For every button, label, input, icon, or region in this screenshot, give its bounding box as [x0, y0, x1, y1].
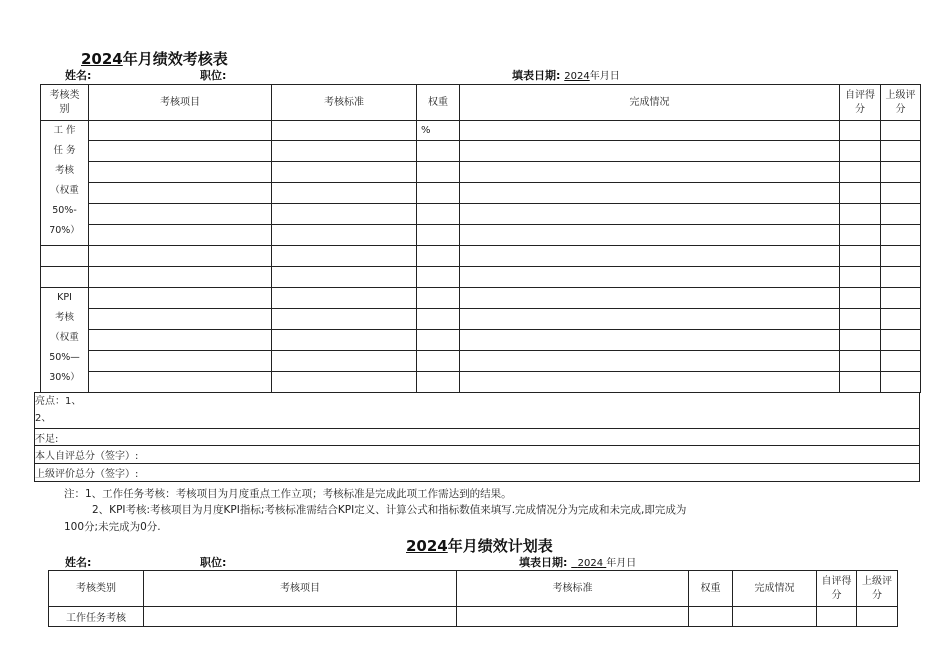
- cell-sup-score[interactable]: [857, 607, 898, 627]
- cell-completion[interactable]: [460, 288, 840, 309]
- form1-date-year: 2024: [564, 71, 590, 82]
- cell-item[interactable]: [89, 288, 272, 309]
- cell-completion[interactable]: [460, 330, 840, 351]
- shortcomings-cell[interactable]: 不足:: [35, 429, 920, 446]
- cell-standard[interactable]: [272, 141, 417, 162]
- cell-sup-score[interactable]: [881, 141, 921, 162]
- form1-header-self-score: 自评得分: [840, 85, 881, 121]
- form1-header-standard: 考核标准: [272, 85, 417, 121]
- cell-sup-score[interactable]: [881, 204, 921, 225]
- cell-completion[interactable]: [460, 204, 840, 225]
- form2-title-year: 2024: [406, 537, 448, 555]
- percent-sign: %: [421, 125, 431, 136]
- self-total-cell[interactable]: 本人自评总分（签字）:: [35, 446, 920, 464]
- cell-sup-score[interactable]: [881, 351, 921, 372]
- cell-self-score[interactable]: [840, 372, 881, 393]
- cell-self-score[interactable]: [840, 225, 881, 246]
- cell-self-score[interactable]: [840, 183, 881, 204]
- cell-sup-score[interactable]: [881, 183, 921, 204]
- cell-standard[interactable]: [272, 267, 417, 288]
- cell-weight[interactable]: [417, 183, 460, 204]
- form2-date-year: [571, 558, 606, 569]
- form1-table: [40, 84, 921, 393]
- cell-completion[interactable]: [460, 225, 840, 246]
- form2-header-weight: 权重: [689, 571, 733, 607]
- cell-completion[interactable]: [460, 372, 840, 393]
- form1-header-completion: 完成情况: [460, 85, 840, 121]
- cell-item[interactable]: [89, 162, 272, 183]
- cell-weight[interactable]: [417, 121, 460, 141]
- form1-date-label: 填表日期:: [512, 69, 561, 82]
- highlights-line-1: 亮点：1、: [35, 396, 82, 407]
- cell-standard[interactable]: [272, 309, 417, 330]
- cell-item[interactable]: [89, 330, 272, 351]
- cell-completion[interactable]: [460, 183, 840, 204]
- form1-header-item: 考核项目: [89, 85, 272, 121]
- cell-item[interactable]: [89, 351, 272, 372]
- form2-row1-category[interactable]: 工作任务考核: [49, 607, 144, 627]
- cell-standard[interactable]: [272, 288, 417, 309]
- form2-date-suffix: 年月日: [606, 558, 637, 569]
- cell-sup-score[interactable]: [881, 267, 921, 288]
- cell-completion[interactable]: [460, 246, 840, 267]
- form1-name-label: 姓名:: [65, 69, 92, 82]
- form2-date: [519, 554, 636, 570]
- cell-standard[interactable]: [272, 121, 417, 141]
- cell-completion[interactable]: [460, 141, 840, 162]
- cell-completion[interactable]: [460, 121, 840, 141]
- cell-item[interactable]: [89, 372, 272, 393]
- cell-sup-score[interactable]: [881, 309, 921, 330]
- cell-standard[interactable]: [272, 330, 417, 351]
- cell-weight[interactable]: [417, 162, 460, 183]
- cell-item[interactable]: [144, 607, 457, 627]
- cell-self-score[interactable]: [840, 141, 881, 162]
- form1-date: [512, 67, 620, 83]
- cell-completion[interactable]: [460, 309, 840, 330]
- cell-weight[interactable]: [417, 372, 460, 393]
- cell-self-score[interactable]: [840, 267, 881, 288]
- cell-sup-score[interactable]: [881, 121, 921, 141]
- cell-weight[interactable]: [689, 607, 733, 627]
- cell-self-score[interactable]: [840, 162, 881, 183]
- cat-work-line: 50%-: [52, 205, 77, 216]
- form1-category-work: [41, 121, 89, 246]
- cell-completion[interactable]: [460, 267, 840, 288]
- form1-header-category: 考核类别: [41, 85, 89, 121]
- form1-title-year: 2024: [81, 50, 123, 68]
- cell-weight[interactable]: [417, 246, 460, 267]
- form2-name-label: 姓名:: [65, 556, 92, 569]
- cell-category[interactable]: [41, 267, 89, 288]
- cell-item[interactable]: [89, 204, 272, 225]
- cell-standard[interactable]: [272, 351, 417, 372]
- cat-work-line: （权重: [50, 185, 79, 196]
- form1-category-kpi: [41, 288, 89, 393]
- cell-self-score[interactable]: [840, 204, 881, 225]
- sup-total-cell[interactable]: 上级评价总分（签字）:: [35, 464, 920, 482]
- cell-sup-score[interactable]: [881, 225, 921, 246]
- cell-standard[interactable]: [272, 225, 417, 246]
- cell-standard[interactable]: [272, 204, 417, 225]
- cell-item[interactable]: [89, 183, 272, 204]
- cat-kpi-line: 50%—: [49, 352, 80, 363]
- cat-kpi-line: KPI: [57, 292, 72, 303]
- cell-weight[interactable]: [417, 267, 460, 288]
- cell-completion[interactable]: [460, 162, 840, 183]
- cell-sup-score[interactable]: [881, 246, 921, 267]
- cat-work-line: 任 务: [53, 145, 76, 156]
- cell-self-score[interactable]: [840, 309, 881, 330]
- cell-item[interactable]: [89, 246, 272, 267]
- cell-self-score[interactable]: [840, 121, 881, 141]
- cell-standard[interactable]: [272, 372, 417, 393]
- cat-work-line: 考核: [54, 165, 74, 176]
- form2-header-completion: 完成情况: [733, 571, 817, 607]
- cell-item[interactable]: [89, 267, 272, 288]
- cell-weight[interactable]: [417, 330, 460, 351]
- cell-self-score[interactable]: [840, 330, 881, 351]
- cell-self-score[interactable]: [817, 607, 857, 627]
- note-2a: 2、KPI考核:考核项目为月度KPI指标;考核标准需结合KPI定义、计算公式和指标数值来填写.完成情况分为完成和未完成,即完成为: [92, 504, 687, 516]
- form1-title-text: 年月绩效考核表: [122, 50, 228, 68]
- form1-summary: [34, 392, 920, 482]
- cell-category[interactable]: [41, 246, 89, 267]
- form2-header-sup-score: 上级评分: [857, 571, 898, 607]
- cell-weight[interactable]: [417, 288, 460, 309]
- note-2b: 100分;未完成为0分.: [64, 521, 161, 533]
- cat-kpi-line: 考核: [54, 312, 74, 323]
- cell-sup-score[interactable]: [881, 330, 921, 351]
- cell-sup-score[interactable]: [881, 162, 921, 183]
- cell-standard[interactable]: [272, 162, 417, 183]
- form1-position-label: 职位:: [200, 69, 227, 82]
- cell-item[interactable]: [89, 141, 272, 162]
- cell-weight[interactable]: [417, 225, 460, 246]
- form2-title-text: 年月绩效计划表: [447, 537, 553, 555]
- form1-header-sup-score: 上级评分: [881, 85, 921, 121]
- cell-self-score[interactable]: [840, 288, 881, 309]
- form2-header-standard: 考核标准: [457, 571, 689, 607]
- form2-header-category: 考核类别: [49, 571, 144, 607]
- cell-weight[interactable]: [417, 309, 460, 330]
- form2-title: [406, 535, 553, 556]
- cell-completion[interactable]: [460, 351, 840, 372]
- cell-sup-score[interactable]: [881, 372, 921, 393]
- cell-standard[interactable]: [457, 607, 689, 627]
- cell-item[interactable]: [89, 121, 272, 141]
- cell-sup-score[interactable]: [881, 288, 921, 309]
- cat-kpi-line: 30%）: [49, 372, 80, 383]
- cat-kpi-line: （权重: [50, 332, 79, 343]
- cell-standard[interactable]: [272, 246, 417, 267]
- cell-self-score[interactable]: [840, 351, 881, 372]
- highlights-line-2: 2、: [35, 413, 52, 424]
- cell-weight[interactable]: [417, 204, 460, 225]
- cell-standard[interactable]: [272, 183, 417, 204]
- form1-header-weight: 权重: [417, 85, 460, 121]
- form2-date-year-value: 2024: [577, 558, 604, 569]
- form2-header-self-score: 自评得分: [817, 571, 857, 607]
- cell-self-score[interactable]: [840, 246, 881, 267]
- form1-title: [81, 48, 228, 69]
- cell-item[interactable]: [89, 225, 272, 246]
- form2-date-label: 填表日期:: [519, 556, 568, 569]
- form2-position-label: 职位:: [200, 556, 227, 569]
- cat-work-line: 工 作: [53, 125, 76, 136]
- cell-weight[interactable]: [417, 141, 460, 162]
- form2-table: [48, 570, 898, 627]
- form1-date-suffix: 年月日: [589, 71, 620, 82]
- cell-completion[interactable]: [733, 607, 817, 627]
- cell-item[interactable]: [89, 309, 272, 330]
- cat-work-line: 70%）: [49, 225, 80, 236]
- form2-header-item: 考核项目: [144, 571, 457, 607]
- note-1: 注：1、工作任务考核：考核项目为月度重点工作立项；考核标准是完成此项工作需达到的结果。: [64, 488, 512, 500]
- cell-weight[interactable]: [417, 351, 460, 372]
- highlights-cell[interactable]: [35, 393, 920, 429]
